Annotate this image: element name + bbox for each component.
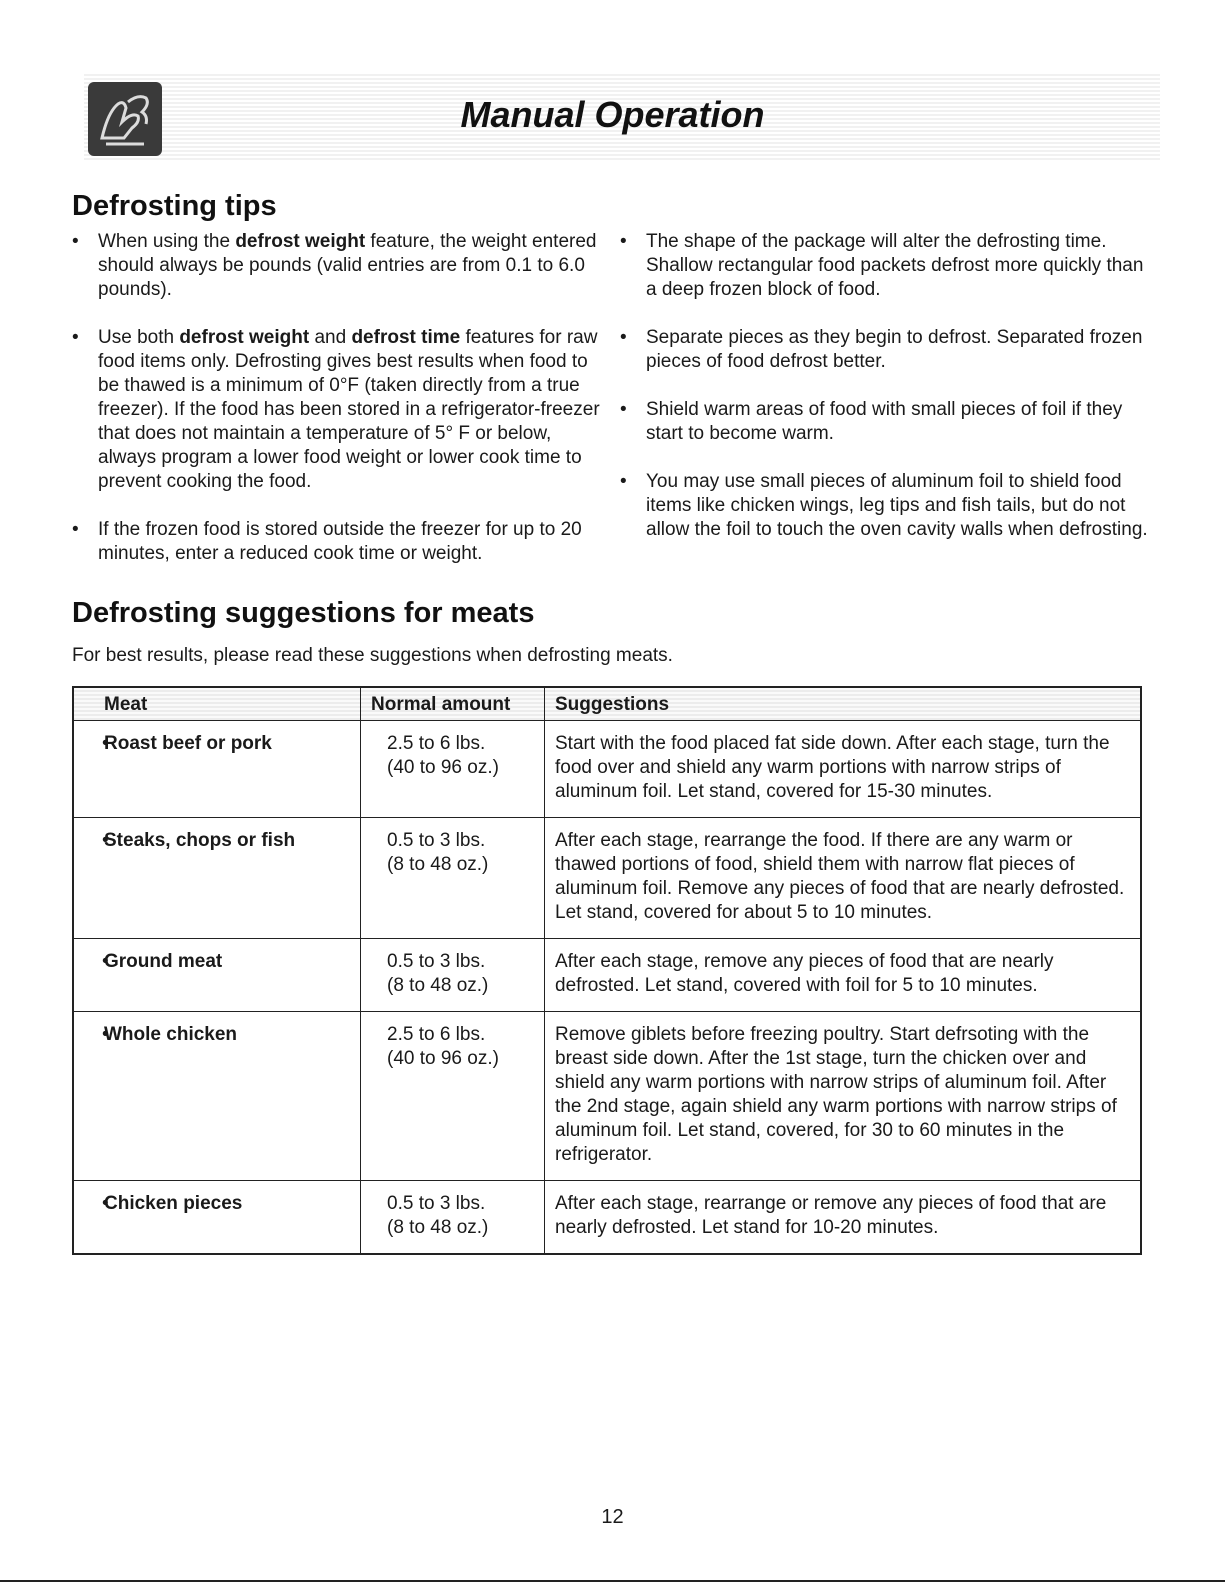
amount-pounds: 0.5 to 3 lbs. [387,830,486,851]
suggestion-cell: Start with the food placed fat side down. After each stage, turn the food over and shield any warm portions with narrow strips of aluminum foil. Let stand, covered for 15-30 minutes. [545,721,1142,818]
amount-ounces: (8 to 48 oz.) [387,975,489,996]
amount-cell [361,1181,545,1255]
column-header-normal-amount: Normal amount [361,687,545,721]
section-heading-defrosting-tips: Defrosting tips [72,190,277,222]
amount-ounces: (40 to 96 oz.) [387,757,499,778]
tips-left-column [72,230,602,566]
suggestion-cell: After each stage, rearrange the food. If there are any warm or thawed portions of food, shield them with narrow flat pieces of aluminum foil. Remove any pieces of food that are nearly defrosted. Let stand, covered for about 5 to 10 minutes. [545,818,1142,939]
amount-cell [361,939,545,1012]
table-row [73,1012,1141,1181]
suggestions-intro: For best results, please read these suggestions when defrosting meats. [72,645,673,666]
meat-cell: • Ground meat [73,939,361,1012]
amount-ounces: (8 to 48 oz.) [387,1217,489,1238]
amount-pounds: 0.5 to 3 lbs. [387,951,486,972]
tip-item: • Use both defrost weight and defrost time features for raw food items only. Defrosting gives best results when food to be thawed is a minimum of 0°F (taken directly from a true freezer). If the food has been stored in a refrigerator-freezer that does not maintain a temperature of 5° F or below, always program a lower food weight or lower cook time to prevent cooking the food. [72,326,602,494]
column-header-meat: Meat [73,687,361,721]
tip-item: • When using the defrost weight feature, the weight entered should always be pounds (valid entries are from 0.1 to 6.0 pounds). [72,230,602,302]
meat-cell: • Chicken pieces [73,1181,361,1255]
amount-ounces: (8 to 48 oz.) [387,854,489,875]
tips-right-column [620,230,1148,542]
amount-cell [361,721,545,818]
suggestion-cell: Remove giblets before freezing poultry. Start defrsoting with the breast side down. After the 1st stage, turn the chicken over and shield any warm portions with narrow strips of aluminum foil. After the 2nd stage, again shield any warm portions with narrow strips of aluminum foil. Let stand, covered, for 30 to 60 minutes in the refrigerator. [545,1012,1142,1181]
column-header-suggestions: Suggestions [545,687,1142,721]
table-header-row [73,687,1141,721]
footer-rule [0,1580,1225,1582]
page-title: Manual Operation [460,94,765,135]
page-number: 12 [601,1506,624,1528]
tip-item: • Shield warm areas of food with small pieces of foil if they start to become warm. [620,398,1148,446]
amount-cell [361,818,545,939]
section-heading-meat-suggestions: Defrosting suggestions for meats [72,597,535,629]
table-row [73,818,1141,939]
meat-cell: • Whole chicken [73,1012,361,1181]
table-row [73,1181,1141,1255]
meat-cell: • Steaks, chops or fish [73,818,361,939]
suggestion-cell: After each stage, remove any pieces of food that are nearly defrosted. Let stand, covered with foil for 5 to 10 minutes. [545,939,1142,1012]
tip-item: • Separate pieces as they begin to defrost. Separated frozen pieces of food defrost better. [620,326,1148,374]
tip-item: • If the frozen food is stored outside the freezer for up to 20 minutes, enter a reduced cook time or weight. [72,518,602,566]
amount-pounds: 2.5 to 6 lbs. [387,733,486,754]
defrost-meat-table [72,686,1142,1255]
table-row [73,721,1141,818]
table-row [73,939,1141,1012]
amount-ounces: (40 to 96 oz.) [387,1048,499,1069]
tip-item: • You may use small pieces of aluminum foil to shield food items like chicken wings, leg tips and fish tails, but do not allow the foil to touch the oven cavity walls when defrosting. [620,470,1148,542]
meat-cell: • Roast beef or pork [73,721,361,818]
amount-cell [361,1012,545,1181]
amount-pounds: 2.5 to 6 lbs. [387,1024,486,1045]
amount-pounds: 0.5 to 3 lbs. [387,1193,486,1214]
tip-item: • The shape of the package will alter the defrosting time. Shallow rectangular food packets defrost more quickly than a deep frozen block of food. [620,230,1148,302]
suggestion-cell: After each stage, rearrange or remove any pieces of food that are nearly defrosted. Let stand for 10-20 minutes. [545,1181,1142,1255]
